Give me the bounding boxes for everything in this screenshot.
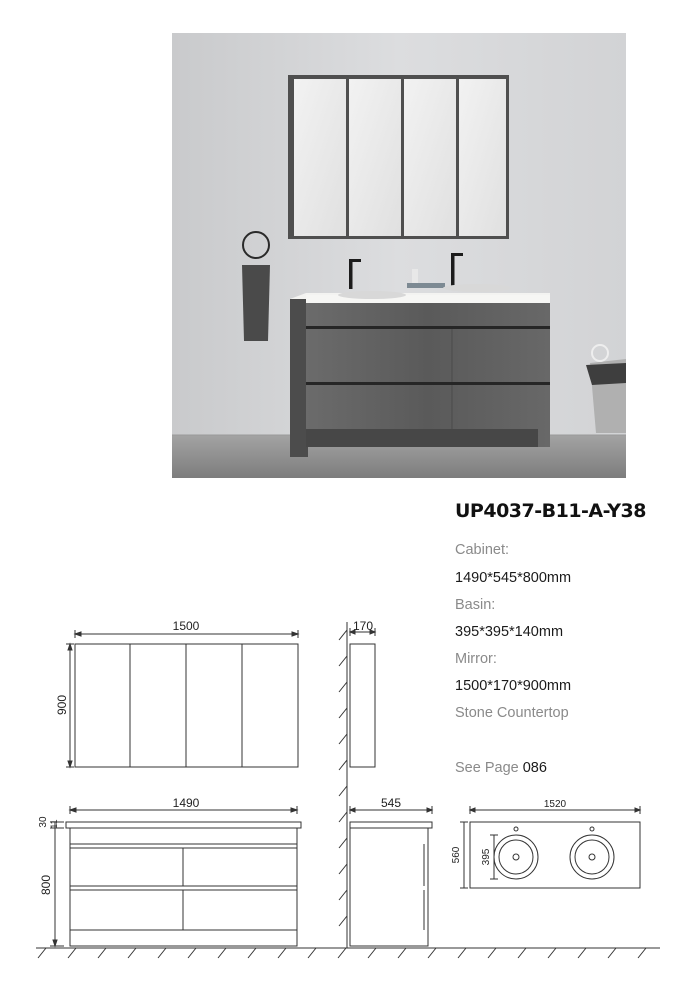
basin-label: Basin:	[455, 597, 496, 613]
cabinet-label: Cabinet:	[455, 542, 510, 558]
dim-mirror-depth: 170	[352, 619, 374, 633]
vanity-front-view	[50, 806, 301, 946]
dim-vanity-depth: 545	[380, 796, 402, 810]
mirror-side-view	[347, 622, 375, 948]
dim-top-thickness-a: 30	[38, 816, 49, 828]
countertop-top-view	[460, 806, 640, 888]
product-code: UP4037-B11-A-Y38	[455, 500, 646, 522]
technical-drawings	[0, 600, 695, 1000]
dim-basin-size: 395	[481, 848, 492, 866]
basin-value: 395*395*140mm	[455, 624, 564, 640]
mirror-label: Mirror:	[455, 651, 497, 667]
dim-top-thickness-b: 11	[49, 819, 59, 829]
dim-vanity-height: 800	[39, 874, 53, 896]
mirror-front-view	[66, 630, 298, 767]
countertop-label: Stone Countertop	[455, 705, 569, 721]
dim-mirror-width: 1500	[172, 619, 200, 633]
dim-mirror-height: 900	[55, 694, 69, 716]
mirror-cabinet	[288, 75, 509, 239]
cabinet-value: 1490*545*800mm	[455, 570, 572, 586]
dim-top-depth: 560	[451, 846, 462, 864]
mirror-value: 1500*170*900mm	[455, 678, 572, 694]
floor-line	[36, 948, 660, 958]
product-photo	[172, 33, 626, 478]
wall-hatch	[339, 630, 347, 926]
dim-top-width: 1520	[543, 799, 567, 810]
see-page-label: See Page	[455, 760, 519, 776]
vanity-cabinet	[290, 284, 550, 457]
vanity-side-view	[350, 806, 432, 946]
dim-vanity-width: 1490	[172, 796, 200, 810]
see-page-number[interactable]: 086	[522, 760, 547, 776]
